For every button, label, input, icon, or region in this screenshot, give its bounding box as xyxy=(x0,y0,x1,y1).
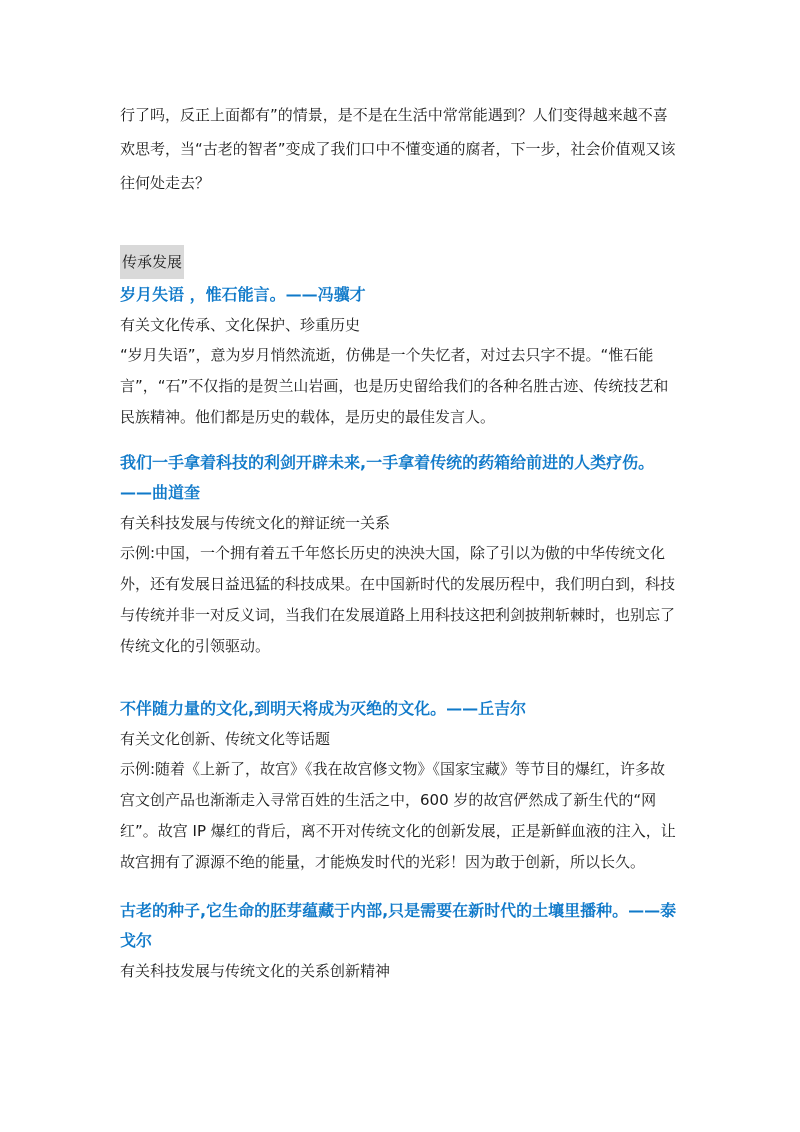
quote-topic: 有关科技发展与传统文化的关系创新精神 xyxy=(120,962,391,980)
quote-body: 示例:随着《上新了，故宫》《我在故宫修文物》《国家宝藏》等节目的爆红，许多故宫文创产品也渐渐走入寻常百姓的生活之中，600 岁的故宫俨然成了新生代的“网红”。故宫 IP 爆红的背后，离不开对传统文化的创新发展，正是新鲜血液的注入，让故宫拥有了源源不绝的能量，才能焕发时代的光彩！因为敢于创新，所以长久。 xyxy=(120,760,676,871)
quote-topic: 有关科技发展与传统文化的辩证统一关系 xyxy=(120,514,391,532)
quote-topic: 有关文化传承、文化保护、珍重历史 xyxy=(120,316,361,334)
quote-body: “岁月失语”，意为岁月悄然流逝，仿佛是一个失忆者，对过去只字不提。“惟石能言”，“石”不仅指的是贺兰山岩画，也是历史留给我们的各种名胜古迹、传统技艺和民族精神。他们都是历史的载体，是历史的最佳发言人。 xyxy=(120,346,669,426)
quote-topic: 有关文化创新、传统文化等话题 xyxy=(120,730,331,748)
quote-block-1 xyxy=(120,280,680,433)
quote-heading: 古老的种子,它生命的胚芽蕴藏于内部,只是需要在新时代的土壤里播种。——泰戈尔 xyxy=(120,901,677,950)
quote-block-3 xyxy=(120,694,680,878)
quote-heading: 岁月失语 ，惟石能言。——冯骥才 xyxy=(120,285,366,304)
intro-paragraph: 行了吗，反正上面都有”的情景，是不是在生活中常常能遇到？人们变得越来越不喜欢思考，当“古老的智者”变成了我们口中不懂变通的腐者，下一步，社会价值观又该往何处走去？ xyxy=(120,106,676,192)
quote-block-4 xyxy=(120,896,680,986)
quote-heading: 不伴随力量的文化,到明天将成为灭绝的文化。——丘吉尔 xyxy=(120,699,527,718)
quote-block-2 xyxy=(120,448,680,662)
section-tag: 传承发展 xyxy=(120,245,184,279)
quote-body: 示例:中国，一个拥有着五千年悠长历史的泱泱大国，除了引以为傲的中华传统文化外，还有发展日益迅猛的科技成果。在中国新时代的发展历程中，我们明白到，科技与传统并非一对反义词，当我们在发展道路上用科技这把利剑披荆斩棘时，也别忘了传统文化的引领驱动。 xyxy=(120,544,676,655)
quote-heading: 我们一手拿着科技的利剑开辟未来,一手拿着传统的药箱给前进的人类疗伤。——曲道奎 xyxy=(120,453,655,502)
